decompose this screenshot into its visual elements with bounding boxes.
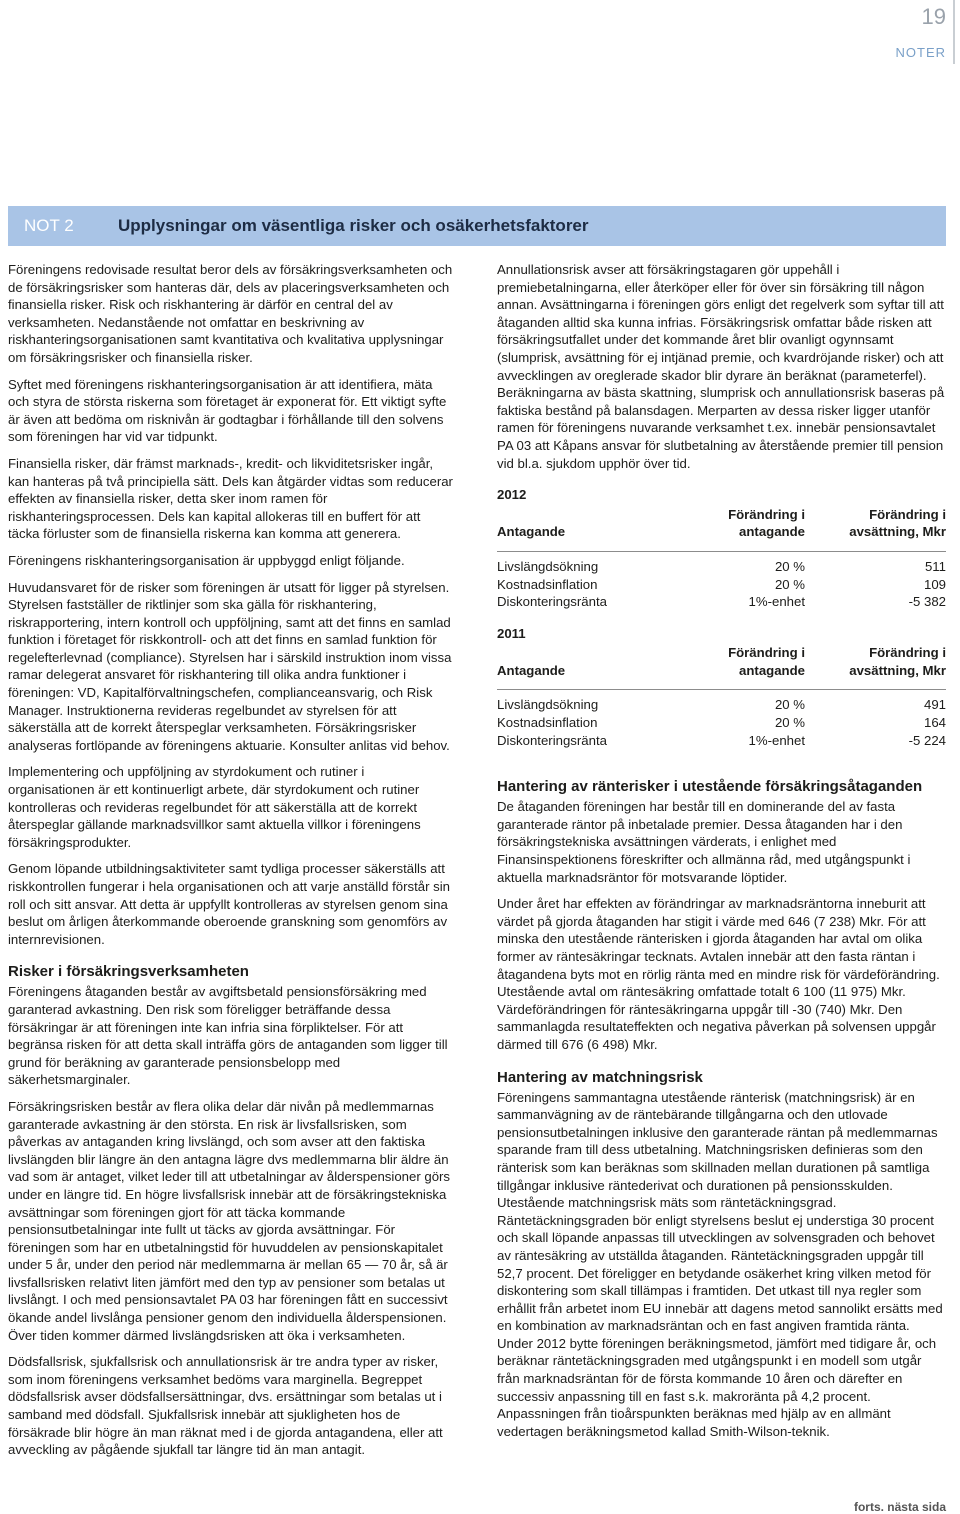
section-heading: Hantering av matchningsrisk <box>497 1068 703 1086</box>
continued-note: forts. nästa sida <box>853 1500 946 1514</box>
note-banner <box>8 206 946 246</box>
page-number: 19 <box>921 4 946 29</box>
table-cell: 164 <box>923 715 946 731</box>
left-column <box>8 261 454 1468</box>
paragraph: Föreningens åtaganden består av avgiftsbetald pensionsförsäkring med garanterad avkastning. Den risk som föreligger beträffande dessa försäkringar är att föreningen inte kan infria sina förpliktelser. För att begränsa risken för att detta skall inträffa görs de antaganden som ligger till grund för beräkning av garanterade pensionsbelopp med säkerhetsmarginaler. <box>8 984 448 1088</box>
table-year: 2011 <box>497 625 526 641</box>
column-header: antagande <box>739 524 805 540</box>
table-cell: Kostnadsinflation <box>497 715 598 731</box>
note-title: Upplysningar om väsentliga risker och osäkerhetsfaktorer <box>118 216 589 235</box>
table-cell: 491 <box>923 697 946 713</box>
section-label: NOTER <box>895 45 946 60</box>
paragraph: De åtaganden föreningen har består till en dominerande del av fasta garanterade räntor på inbetalade premier. Dessa åtaganden har i den försäkringstekniska avsättningen värderats, i enlighet med Finansinspektionens föreskrifter och allmänna råd, med utgångspunkt i aktuella marknadsräntor för motsvarande löptider. <box>497 799 911 885</box>
section-heading: Risker i försäkringsverksamheten <box>8 963 249 981</box>
paragraph: Försäkringsrisken består av flera olika delar där nivån på medlemmarnas garanterade avkastning är den största. En risk är livsfallsrisken, som påverkas av antaganden kring livslängd, och som avser att den faktiska livslängden blir längre än den antagna lägre dvs medlemmarna blir äldre än vad som är antaget, vilket leder till att utbetalningar av ålderspensioner görs under en längre tid. En högre livsfallsrisk innebär att de försäkringstekniska avsättningar som föreningen gjort för att täcka kommande pensionsutbetalningar inte fullt ut täcks av gjorda avsättningar. För föreningen som har en utbetalningstid för huvuddelen av pensionskapitalet under 5 år, under den period när medlemmarna är mellan 65 — 70 år, så är livsfallsrisken relativt liten jämfört med den typ av pensioner som betalas ut livslångt. I och med pensionsavtalet PA 03 har föreningen fått en successivt ökande andel livslånga pensioner genom den individuella ålderspensionen. Över tiden kommer därmed livslängdsrisken att öka i verksamheten. <box>8 1098 451 1343</box>
table-header <box>497 506 946 524</box>
column-header: Förändring i <box>869 645 946 661</box>
table-cell: -5 224 <box>908 732 946 748</box>
column-header: avsättning, Mkr <box>849 662 946 678</box>
table-row <box>497 696 946 714</box>
right-column <box>497 261 946 1449</box>
table-divider <box>497 679 946 690</box>
table-cell: 20 % <box>774 697 805 713</box>
table-divider <box>497 541 946 552</box>
note-number: NOT 2 <box>24 216 74 235</box>
table-row <box>497 732 946 750</box>
table-row <box>497 714 946 732</box>
table-cell: 1%-enhet <box>748 732 805 748</box>
table-row <box>497 593 946 611</box>
sensitivity-table-2011 <box>497 625 946 750</box>
column-header: Antagande <box>497 662 566 678</box>
column-header: Förändring i <box>869 506 946 522</box>
paragraph: Under året har effekten av förändringar av marknadsräntorna inneburit att värdet på gjorda åtaganden har stigit i värde med 646 (7 238) Mkr. För att minska den utestående ränterisken i gjorda åtaganden har avtal om olika former av räntesäkringar tecknats. Avtalen innebär att den fasta räntan i åtagandena byts mot en rörlig ränta med en mindre risk för värdeförändring. Utestående avtal om räntesäkring omfattade totalt 6 100 (11 975) Mkr. Värdeförändringen för räntesäkringarna uppgår till -30 (740) Mkr. Den sammanlagda resultateffekten och negativa påverkan på solvensen uppgår därmed till 676 (6 498) Mkr. <box>497 896 940 1052</box>
table-year: 2012 <box>497 487 527 503</box>
column-header: avsättning, Mkr <box>849 524 946 540</box>
column-header: Förändring i <box>728 506 805 522</box>
paragraph: Föreningens redovisade resultat beror dels av försäkringsverksamheten och de försäkringsrisker som hanteras där, dels av placeringsverksamheten och finansiella risker. Risk och riskhantering är därför en central del av verksamheten. Nedanstående not omfattar en beskrivning av riskhanteringsorganisationen samt kvantitativa och kvalitativa upplysningar om försäkringsrisker och finansiella risker. <box>8 262 453 365</box>
table-header <box>497 523 946 541</box>
paragraph: Föreningens sammantagna utestående ränterisk (matchningsrisk) är en sammanvägning av de räntebärande tillgångarna och den utlovade pensionsutbetalningen inklusive den garanterade räntan på medlemmarnas sparande fram till dess utbetalning. Matchningsrisken definieras som den ränterisk som kan beräknas som skillnaden mellan durationen på samtliga tillgångar inklusive räntederivat och durationen på pensionsskulden. Utestående matchningsrisk mäts som räntetäckningsgrad. Räntetäckningsgraden bör enligt styrelsens beslut ej understiga 30 procent och skall löpande anpassas till utvecklingen av solvensgraden och behovet av räntesäkring av utställda åtaganden. Räntetäckningsgraden uppgår till 52,7 procent. Det föreligger en betydande osäkerhet kring vilken metod för diskontering som skall tillämpas i framtiden. Det utkast till nya regler som erhållit från arbetet inom EU innebär att dagens metod sannolikt ersätts med en kombination av marknadsräntan och en fast angiven framtida ränta. Under 2012 bytte föreningen beräkningsmetod, jämfört med tidigare år, och beräknar räntetäckningsgraden med utgångspunkt i en modell som utgår från marknadsräntan för de första kommande 10 åren och därefter en successiv anpassning till en fast s.k. makroränta på 4,2 procent. Anpassningen från tioårspunkten beräknas med hjälp av en allmänt vedertagen beräkningsmetod kallad Smith-Wilson-teknik. <box>497 1089 943 1439</box>
table-cell: 109 <box>923 576 946 592</box>
table-cell: 20 % <box>774 715 805 731</box>
table-row <box>497 576 946 594</box>
column-header: Antagande <box>497 524 566 540</box>
paragraph: Implementering och uppföljning av styrdokument och rutiner i organisationen är ett kontinuerligt arbete, där styrdokument och rutiner kontrolleras och revideras regelbundet för att säkerställa att de korrekt återspeglar gällande marknadsvillkor samt aktuella villkor i föreningens försäkringsprodukter. <box>8 764 421 850</box>
table-cell: 1%-enhet <box>748 594 805 610</box>
table-cell: Diskonteringsränta <box>497 732 607 748</box>
table-header <box>497 662 946 680</box>
table-cell: 511 <box>924 558 946 574</box>
table-row <box>497 558 946 576</box>
table-cell: 20 % <box>774 576 805 592</box>
section-heading: Hantering av ränterisker i utestående försäkringsåtaganden <box>497 778 923 796</box>
table-cell: 20 % <box>774 558 805 574</box>
paragraph: Dödsfallsrisk, sjukfallsrisk och annullationsrisk är tre andra typer av risker, som inom föreningens verksamhet bedöms vara marginella. Begreppet dödsfallsrisk avser dödsfallsersättningar, dvs. ersättningar som betalas ut i samband med dödsfall. Sjukfallsrisk innebär att sjukligheten hos de försäkrade blir högre än man räknat med i de gjorda antagandena, eller att avveckling av pågående sjukfall tar längre tid än man antagit. <box>8 1354 443 1458</box>
table-cell: Livslängdsökning <box>497 697 599 713</box>
table-header <box>497 644 946 662</box>
paragraph: Finansiella risker, där främst marknads-, kredit- och likviditetsrisker ingår, kan hanteras på två principiella sätt. Dels kan åtgärder vidtas som reducerar effekten av finansiella risker, detta sker inom ramen för riskhanteringsprocessen. Dels kan kapital allokeras till en buffert för att täcka förluster som de finansiella riskerna kan komma att generera. <box>8 455 453 542</box>
table-cell: Livslängdsökning <box>497 558 599 574</box>
paragraph: Föreningens riskhanteringsorganisation är uppbyggd enligt följande. <box>8 552 405 568</box>
header-divider <box>953 0 955 64</box>
paragraph: Huvudansvaret för de risker som föreningen är utsatt för ligger på styrelsen. Styrelsen fastställer de riktlinjer som ska gälla för riskhantering, riskrapportering, intern kontroll och uppföljning, samt att det finns en samlad funktion i företaget för riskkontroll- och att det finns en samlad funktion för regelefterlevnad (compliance). Styrelsen har i särskild instruktion inom vissa ramar delegerat ansvaret för riskhantering till olika andra funktioner i föreningen: VD, Kapitalförvaltningschefen, complianceansvarig, och Risk Manager. Instruktionerna revideras regelbundet av styrelsen för att säkerställa att de korrekt återspeglar verksamheten. Försäkringsrisker analyseras fortlöpande av föreningens aktuarie. Konsulter anlitas vid behov. <box>8 579 452 753</box>
table-cell: Diskonteringsränta <box>497 594 607 610</box>
table-cell: Kostnadsinflation <box>497 576 598 592</box>
paragraph: Genom löpande utbildningsaktiviteter samt tydliga processer säkerställs att riskkontrollen fungerar i hela organisationen och att varje anställd förstår sin roll och sitt ansvar. Att detta är uppfyllt kontrolleras av styrelsen genom sina beslut om årligen återkommande oberoende granskning som genomförs av internrevisionen. <box>8 861 451 947</box>
column-header: Förändring i <box>728 645 805 661</box>
paragraph: Syftet med föreningens riskhanteringsorganisation är att identifiera, mäta och styra de största riskerna som företaget är exponerat för. Ett viktigt syfte är även att bedöma om risknivån är godtagbar i förhållande till den solvens som föreningen har vid var tidpunkt. <box>8 376 447 445</box>
paragraph: Annullationsrisk avser att försäkringstagaren gör uppehåll i premiebetalningarna, eller återköper eller för över sin försäkring till någon annan. Avsättningarna i föreningen görs enligt det regelverk som syftar till att åtaganden alltid ska kunna infrias. Försäkringsrisk omfattar både risken att försäkringsutfallet under det kommande året blir ovanligt ogynnsamt (slumprisk, avsättning för ej intjänad premie, och kvardröjande risker) och att avvecklingen av oreglerade skador blir dyrare än beräknat (parameterfel). Beräkningarna av bästa skattning, slumprisk och annullationsrisk baseras på faktiska bestånd på balansdagen. Merparten av dessa risker ligger utanför ramen för föreningens nuvarande verksamhet t.ex. innebär pensionsavtalet PA 03 att Kåpans ansvar för slutbetalning av återstående premier till pension vid bl.a. sjukdom upphör över tid. <box>497 262 945 471</box>
sensitivity-table-2012 <box>497 486 946 611</box>
table-cell: -5 382 <box>908 594 946 610</box>
column-header: antagande <box>739 662 805 678</box>
